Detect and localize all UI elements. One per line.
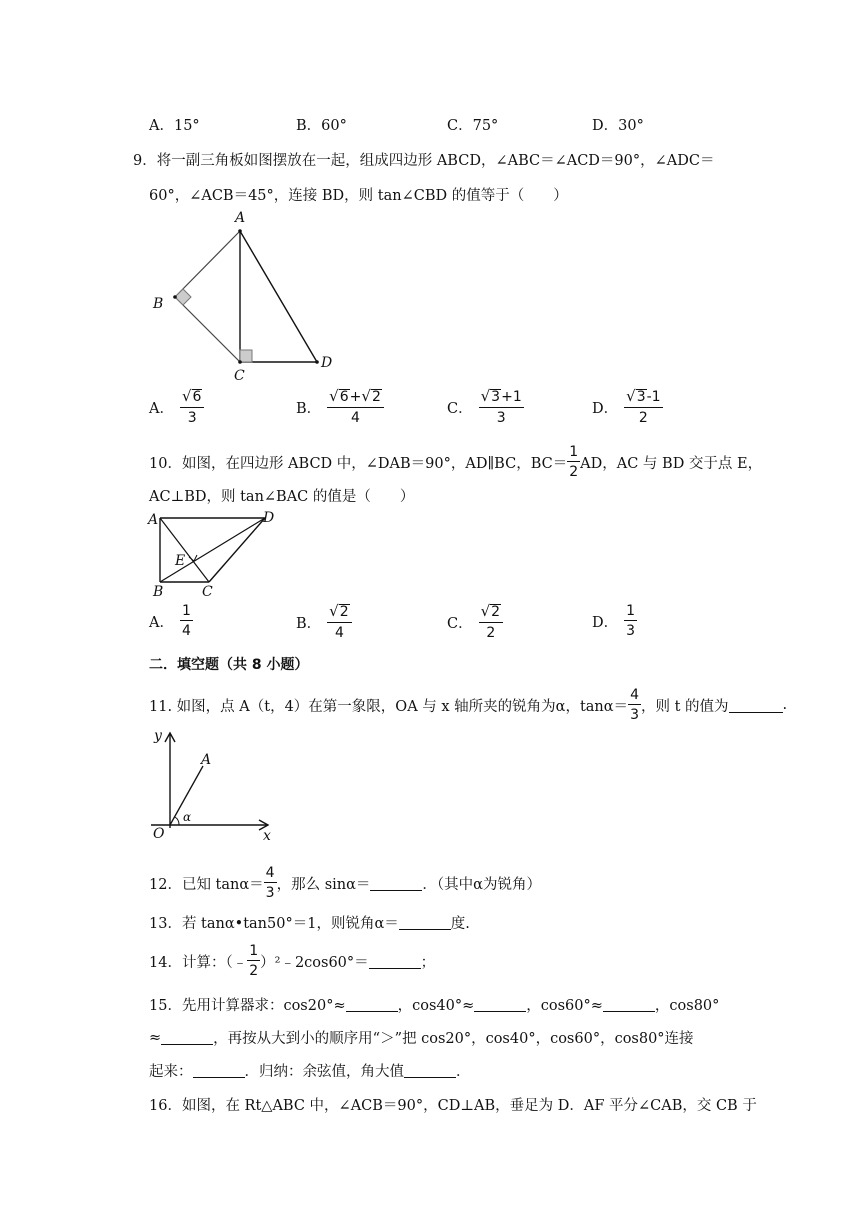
q16-stem-line1: 16．如图，在 Rt△ABC 中，∠ACB＝90°，CD⊥AB，垂足为 D．AF 平分∠CAB，交 CB 于 [149, 1098, 757, 1114]
q14-stem: 14．计算：（﹣ $\frac{1}{2}$ ）²﹣2cos60°＝ ； [149, 943, 436, 979]
q11-stem: 11. 如图，点 A（t，4）在第一象限，OA 与 x 轴所夹的锐角为α，tanα＝ $\frac{4}{3}$ ，则 t 的值为 . [149, 687, 788, 723]
q8-option-a: A．15° [149, 118, 200, 134]
q15-blank-5 [193, 1063, 245, 1078]
q9-option-c: C． √ 3 +1 3 [447, 387, 522, 427]
q11-label-o: O [153, 826, 165, 842]
q14-answer-blank [369, 954, 421, 969]
q10-label-e: E [175, 553, 186, 569]
q11-answer-blank [729, 698, 783, 713]
q11-label-a: A [201, 752, 212, 768]
q9-label-c: C [234, 368, 245, 384]
q9-option-d: D． √ 3 -1 2 [592, 387, 661, 427]
q9-stem-line2: 60°，∠ACB＝45°，连接 BD，则 tan∠CBD 的值等于（ ） [149, 188, 568, 204]
q10-option-a: A． $\frac{1}{4}$ [149, 603, 191, 639]
q9-option-a: A． √ 6 3 [149, 389, 204, 425]
q11-label-x: x [263, 828, 271, 844]
q9-label-a: A [235, 210, 246, 226]
q9-option-b: B． √ 6 + √ 2 4 [296, 389, 384, 425]
q15-line2: ≈ ，再按从大到小的顺序用“＞”把 cos20°，cos40°，cos60°，cos80°连接 [149, 1029, 694, 1047]
q11-label-y: y [154, 728, 162, 744]
q11-label-alpha: α [183, 810, 192, 824]
q10-label-a: A [148, 512, 159, 528]
q10-option-d: D． $\frac{1}{3}$ [592, 603, 636, 639]
q15-line1: 15．先用计算器求：cos20°≈ ，cos40°≈ ，cos60°≈ ，cos80° [149, 998, 720, 1014]
q13-answer-blank [399, 915, 451, 930]
q15-blank-2 [474, 997, 526, 1012]
q8-option-d: D．30° [592, 118, 644, 134]
q10-stem-line2: AC⊥BD，则 tan∠BAC 的值是（ ） [149, 489, 415, 505]
q15-line3: 起来： ．归纳：余弦值，角大值 ． [149, 1064, 471, 1080]
q8-option-c: C．75° [447, 118, 499, 134]
q15-blank-4 [161, 1030, 213, 1045]
q9-label-d: D [321, 355, 333, 371]
q10-label-c: C [202, 584, 213, 599]
q9-stem-line1: 9．将一副三角板如图摆放在一起，组成四边形 ABCD，∠ABC＝∠ACD＝90°，∠ADC＝ [133, 153, 715, 169]
q10-label-b: B [153, 584, 164, 599]
q9-figure [145, 205, 345, 385]
q15-blank-6 [404, 1063, 456, 1078]
q11-figure [145, 728, 275, 848]
q10-figure [145, 507, 285, 599]
q10-stem-line1: 10．如图，在四边形 ABCD 中，∠DAB＝90°，AD∥BC，BC＝ $\frac{1}{2}$ AD，AC 与 BD 交于点 E， [149, 444, 763, 480]
q9-label-b: B [153, 296, 164, 312]
q13-stem: 13．若 tanα•tan50°＝1，则锐角α＝ 度. [149, 916, 470, 932]
section-heading: 二．填空题（共 8 小题） [149, 657, 309, 673]
q10-stem-fraction: $\frac{1}{2}$ [569, 444, 579, 480]
q15-blank-3 [603, 997, 655, 1012]
q12-stem: 12．已知 tanα＝ $\frac{4}{3}$ ，那么 sinα＝ ．（其中α为锐角） [149, 865, 541, 901]
q15-blank-1 [346, 997, 398, 1012]
q10-option-b: B． √ 2 4 [296, 604, 352, 640]
q10-option-c: C． √ 2 2 [447, 604, 503, 640]
q10-label-d: D [263, 510, 275, 526]
q8-option-b: B．60° [296, 118, 347, 134]
q12-answer-blank [370, 876, 422, 891]
